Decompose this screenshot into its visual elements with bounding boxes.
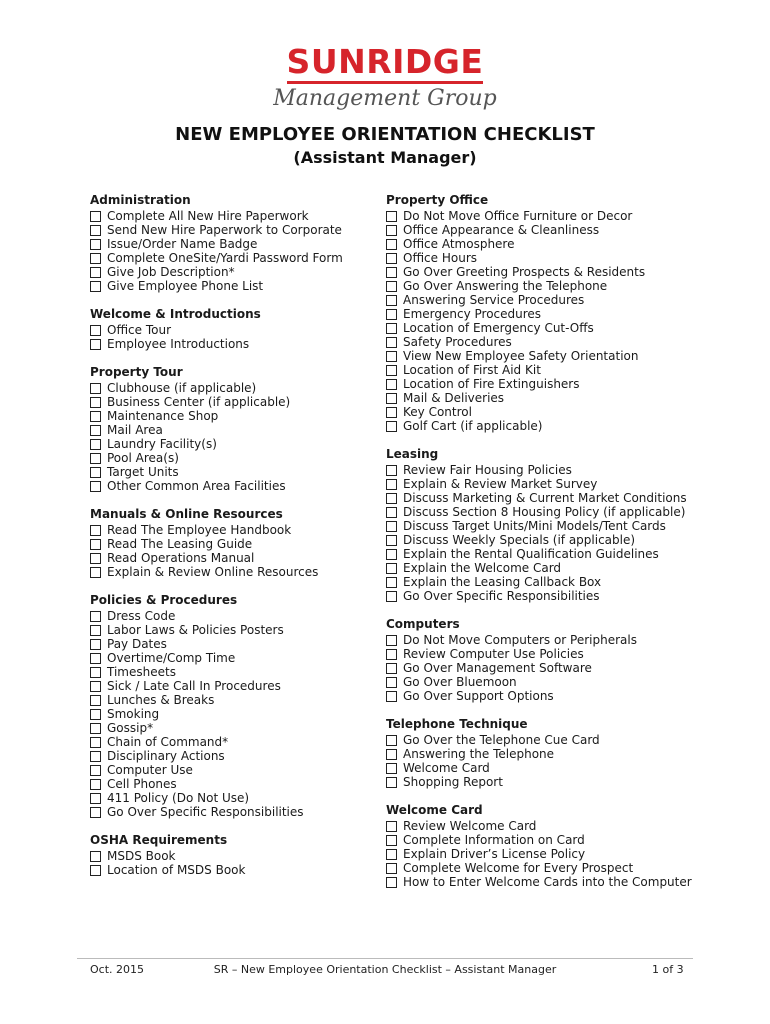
checklist-item	[90, 395, 370, 409]
checklist-item	[90, 637, 370, 651]
checklist-item	[386, 321, 666, 335]
section-title: Welcome & Introductions	[90, 307, 261, 321]
checkbox[interactable]	[90, 439, 101, 450]
checklist-item	[386, 279, 666, 293]
checklist-item	[386, 377, 666, 391]
checklist-item	[386, 307, 666, 321]
checklist-item	[90, 479, 370, 493]
checkbox[interactable]	[386, 749, 397, 760]
checklist-item-label: View New Employee Safety Orientation	[403, 349, 639, 363]
checklist-item-label: Answering the Telephone	[403, 747, 555, 761]
section-title: Computers	[386, 617, 460, 631]
checklist-item	[90, 651, 370, 665]
checklist-items	[90, 609, 370, 819]
checklist-item	[386, 293, 666, 307]
checklist-item	[90, 265, 370, 279]
checklist-item	[90, 381, 370, 395]
checklist-item	[386, 861, 666, 875]
checklist-item	[386, 265, 666, 279]
checklist-item-label: Key Control	[403, 405, 472, 419]
footer-document-title: SR – New Employee Orientation Checklist – Assistant Manager	[213, 963, 557, 976]
checkbox[interactable]	[90, 467, 101, 478]
checklist-item-label: Complete Information on Card	[403, 833, 585, 847]
checklist-item-label: Explain the Rental Qualification Guidelines	[403, 547, 659, 561]
checklist-item-label: MSDS Book	[107, 849, 176, 863]
checklist-item	[386, 575, 666, 589]
checklist-item-label: Explain & Review Market Survey	[403, 477, 598, 491]
section-title: Manuals & Online Resources	[90, 507, 283, 521]
checklist-item-label: Complete Welcome for Every Prospect	[403, 861, 634, 875]
checklist-item-label: Discuss Target Units/Mini Models/Tent Cards	[403, 519, 666, 533]
section-policies-procedures	[90, 593, 370, 819]
checkbox[interactable]	[386, 225, 397, 236]
checklist-item-label: Location of Fire Extinguishers	[403, 377, 580, 391]
checklist-item	[386, 505, 686, 519]
checklist-item-label: Review Computer Use Policies	[403, 647, 584, 661]
section-title: Telephone Technique	[386, 717, 528, 731]
checklist-item	[386, 547, 666, 561]
checklist-item	[90, 849, 370, 863]
checklist-items	[90, 323, 370, 351]
checklist-item	[386, 775, 666, 789]
checklist-item	[90, 251, 370, 265]
checkbox[interactable]	[386, 465, 397, 476]
checkbox[interactable]	[90, 653, 101, 664]
checklist-item-label: Review Fair Housing Policies	[403, 463, 572, 477]
checkbox[interactable]	[386, 535, 397, 546]
checkbox[interactable]	[90, 851, 101, 862]
checklist-item-label: Clubhouse (if applicable)	[107, 381, 257, 395]
checklist-item-label: Office Atmosphere	[403, 237, 515, 251]
section-title: Property Office	[386, 193, 489, 207]
section-title: Policies & Procedures	[90, 593, 238, 607]
checkbox[interactable]	[386, 379, 397, 390]
checklist-item	[90, 337, 370, 351]
checklist-item	[90, 623, 370, 637]
checkbox[interactable]	[90, 779, 101, 790]
checkbox[interactable]	[90, 723, 101, 734]
checklist-item	[386, 519, 666, 533]
checkbox[interactable]	[386, 691, 397, 702]
checklist-items	[386, 463, 687, 603]
checkbox[interactable]	[386, 635, 397, 646]
checkbox[interactable]	[90, 325, 101, 336]
checkbox[interactable]	[386, 507, 397, 518]
checkbox[interactable]	[90, 681, 101, 692]
checklist-items	[90, 849, 370, 877]
checklist-item	[90, 409, 370, 423]
checkbox[interactable]	[386, 239, 397, 250]
checklist-item	[386, 633, 666, 647]
checklist-item	[90, 279, 370, 293]
checkbox[interactable]	[90, 709, 101, 720]
checkbox[interactable]	[386, 591, 397, 602]
checklist-item	[386, 237, 666, 251]
checklist-item	[386, 477, 666, 491]
checklist-item-label: Go Over Answering the Telephone	[403, 279, 608, 293]
checklist-item	[386, 875, 692, 889]
checklist-item	[90, 665, 370, 679]
checklist-item	[90, 721, 370, 735]
checklist-item-label: Computer Use	[107, 763, 193, 777]
checklist-item-label: Location of First Aid Kit	[403, 363, 541, 377]
checkbox[interactable]	[90, 667, 101, 678]
checklist-item-label: Explain Driver’s License Policy	[403, 847, 586, 861]
checkbox[interactable]	[386, 649, 397, 660]
section-telephone-technique	[386, 717, 666, 789]
checkbox[interactable]	[386, 309, 397, 320]
checkbox[interactable]	[386, 421, 397, 432]
checklist-item	[386, 335, 666, 349]
checklist-item-label: Do Not Move Computers or Peripherals	[403, 633, 637, 647]
checklist-item	[386, 223, 666, 237]
checklist-item	[90, 237, 370, 251]
left-column	[90, 193, 370, 891]
section-title: Property Tour	[90, 365, 183, 379]
checklist-item-label: Go Over Support Options	[403, 689, 554, 703]
checklist-item	[90, 863, 370, 877]
footer-divider	[77, 958, 693, 959]
checkbox[interactable]	[90, 567, 101, 578]
checklist-items	[386, 819, 692, 889]
checklist-item-label: Read Operations Manual	[107, 551, 255, 565]
logo-subtitle: Management Group	[273, 86, 497, 111]
checkbox[interactable]	[90, 793, 101, 804]
checklist-item	[386, 647, 666, 661]
checkbox[interactable]	[386, 763, 397, 774]
checklist-item-label: Shopping Report	[403, 775, 503, 789]
checkbox[interactable]	[386, 877, 397, 888]
checkbox[interactable]	[386, 393, 397, 404]
checklist-item	[386, 747, 666, 761]
checkbox[interactable]	[386, 493, 397, 504]
checklist-item-label: Go Over Specific Responsibilities	[403, 589, 600, 603]
checkbox[interactable]	[90, 625, 101, 636]
checkbox[interactable]	[90, 411, 101, 422]
logo-wordmark: SUNRIDGE	[286, 42, 484, 81]
checkbox[interactable]	[386, 549, 397, 560]
checklist-item	[90, 465, 370, 479]
checklist-item-label: Cell Phones	[107, 777, 177, 791]
checklist-item-label: Timesheets	[107, 665, 176, 679]
checkbox[interactable]	[90, 765, 101, 776]
checklist-item-label: Go Over Specific Responsibilities	[107, 805, 304, 819]
checkbox[interactable]	[386, 663, 397, 674]
checklist-item-label: Discuss Marketing & Current Market Conditions	[403, 491, 687, 505]
checkbox[interactable]	[386, 821, 397, 832]
checklist-item-label: Target Units	[107, 465, 179, 479]
checkbox[interactable]	[90, 737, 101, 748]
checklist-item-label: Explain the Leasing Callback Box	[403, 575, 602, 589]
document-subtitle: (Assistant Manager)	[293, 148, 477, 167]
checklist-item-label: Review Welcome Card	[403, 819, 537, 833]
checklist-item	[90, 791, 370, 805]
section-title: OSHA Requirements	[90, 833, 228, 847]
checklist-item	[90, 763, 370, 777]
company-logo	[0, 44, 770, 112]
checklist-item-label: Golf Cart (if applicable)	[403, 419, 543, 433]
checkbox[interactable]	[90, 481, 101, 492]
checkbox[interactable]	[386, 677, 397, 688]
checklist-item-label: Send New Hire Paperwork to Corporate	[107, 223, 342, 237]
checklist-item-label: Disciplinary Actions	[107, 749, 225, 763]
checklist-item-label: Go Over Greeting Prospects & Residents	[403, 265, 646, 279]
checklist-item-label: Labor Laws & Policies Posters	[107, 623, 284, 637]
checkbox[interactable]	[386, 351, 397, 362]
checkbox[interactable]	[386, 407, 397, 418]
checkbox[interactable]	[386, 267, 397, 278]
checklist-item-label: How to Enter Welcome Cards into the Computer	[403, 875, 692, 889]
checklist-item	[90, 777, 370, 791]
checklist-item-label: Go Over Management Software	[403, 661, 592, 675]
checklist-item	[386, 675, 666, 689]
checklist-item	[386, 761, 666, 775]
checklist-item-label: Give Job Description*	[107, 265, 235, 279]
checklist-item-label: Other Common Area Facilities	[107, 479, 286, 493]
checkbox[interactable]	[386, 863, 397, 874]
section-administration	[90, 193, 370, 293]
checklist-item-label: Laundry Facility(s)	[107, 437, 217, 451]
checklist-item	[386, 533, 666, 547]
checklist-items	[90, 209, 370, 293]
checkbox[interactable]	[386, 577, 397, 588]
checkbox[interactable]	[90, 525, 101, 536]
checklist-item	[90, 537, 370, 551]
checklist-item-label: Welcome Card	[403, 761, 490, 775]
checklist-item-label: Lunches & Breaks	[107, 693, 215, 707]
checkbox[interactable]	[90, 807, 101, 818]
checklist-item	[386, 733, 666, 747]
checklist-item-label: 411 Policy (Do Not Use)	[107, 791, 250, 805]
checkbox[interactable]	[90, 695, 101, 706]
checkbox[interactable]	[90, 639, 101, 650]
checklist-items	[90, 381, 370, 493]
section-osha-requirements	[90, 833, 370, 877]
checklist-item-label: Complete All New Hire Paperwork	[107, 209, 309, 223]
checklist-item-label: Explain the Welcome Card	[403, 561, 562, 575]
checklist-item	[90, 565, 370, 579]
checklist-item	[386, 819, 666, 833]
checklist-item	[90, 451, 370, 465]
checkbox[interactable]	[386, 337, 397, 348]
checklist-item-label: Explain & Review Online Resources	[107, 565, 319, 579]
section-leasing	[386, 447, 687, 603]
checklist-items	[386, 209, 666, 433]
checklist-item-label: Discuss Section 8 Housing Policy (if applicable)	[403, 505, 686, 519]
checkbox[interactable]	[90, 267, 101, 278]
checkbox[interactable]	[386, 323, 397, 334]
checklist-item-label: Smoking	[107, 707, 160, 721]
checklist-item	[90, 523, 370, 537]
checklist-item-label: Safety Procedures	[403, 335, 512, 349]
checklist-item	[90, 323, 370, 337]
checklist-item-label: Pay Dates	[107, 637, 167, 651]
checkbox[interactable]	[386, 849, 397, 860]
section-property-tour	[90, 365, 370, 493]
checklist-item	[386, 833, 666, 847]
checklist-item-label: Location of Emergency Cut-Offs	[403, 321, 594, 335]
checklist-item	[90, 805, 370, 819]
checklist-item	[386, 349, 666, 363]
checklist-item-label: Mail & Deliveries	[403, 391, 505, 405]
checklist-item	[90, 609, 370, 623]
checkbox[interactable]	[386, 521, 397, 532]
checklist-item	[386, 661, 666, 675]
checkbox[interactable]	[386, 295, 397, 306]
checkbox[interactable]	[90, 383, 101, 394]
checklist-item	[386, 491, 687, 505]
checkbox[interactable]	[386, 211, 397, 222]
logo-rule	[287, 81, 483, 84]
checklist-item-label: Do Not Move Office Furniture or Decor	[403, 209, 633, 223]
checkbox[interactable]	[90, 553, 101, 564]
checklist-item-label: Location of MSDS Book	[107, 863, 246, 877]
checklist-item	[90, 693, 370, 707]
checkbox[interactable]	[90, 453, 101, 464]
checkbox[interactable]	[386, 253, 397, 264]
checklist-item-label: Emergency Procedures	[403, 307, 542, 321]
right-column	[386, 193, 692, 903]
checklist-items	[386, 633, 666, 703]
checklist-item-label: Chain of Command*	[107, 735, 229, 749]
checklist-item	[90, 551, 370, 565]
checkbox[interactable]	[90, 539, 101, 550]
section-welcome-card	[386, 803, 692, 889]
checklist-item	[386, 419, 666, 433]
checklist-item-label: Read The Leasing Guide	[107, 537, 253, 551]
checklist-item-label: Answering Service Procedures	[403, 293, 585, 307]
checklist-items	[386, 733, 666, 789]
checklist-item	[386, 561, 666, 575]
checkbox[interactable]	[90, 239, 101, 250]
checklist-item	[386, 405, 666, 419]
checklist-item	[386, 847, 666, 861]
checkbox[interactable]	[90, 225, 101, 236]
checklist-item-label: Office Appearance & Cleanliness	[403, 223, 600, 237]
section-title: Leasing	[386, 447, 439, 461]
checklist-item-label: Give Employee Phone List	[107, 279, 264, 293]
checklist-item-label: Office Hours	[403, 251, 477, 265]
checklist-item	[90, 749, 370, 763]
checklist-item-label: Go Over the Telephone Cue Card	[403, 733, 600, 747]
checklist-item	[90, 707, 370, 721]
checklist-item-label: Gossip*	[107, 721, 154, 735]
checkbox[interactable]	[386, 365, 397, 376]
checkbox[interactable]	[386, 835, 397, 846]
checklist-item-label: Complete OneSite/Yardi Password Form	[107, 251, 343, 265]
checkbox[interactable]	[386, 479, 397, 490]
checklist-item-label: Maintenance Shop	[107, 409, 219, 423]
checklist-item	[90, 679, 370, 693]
checkbox[interactable]	[90, 865, 101, 876]
checklist-item-label: Mail Area	[107, 423, 163, 437]
checklist-item-label: Overtime/Comp Time	[107, 651, 236, 665]
checklist-item	[386, 391, 666, 405]
checklist-item-label: Sick / Late Call In Procedures	[107, 679, 281, 693]
checklist-item-label: Office Tour	[107, 323, 172, 337]
checklist-item-label: Dress Code	[107, 609, 176, 623]
checklist-item	[386, 251, 666, 265]
section-title: Administration	[90, 193, 191, 207]
checklist-item-label: Issue/Order Name Badge	[107, 237, 258, 251]
checklist-item	[386, 689, 666, 703]
checkbox[interactable]	[90, 253, 101, 264]
checklist-item	[386, 209, 666, 223]
checklist-item	[386, 363, 666, 377]
checklist-item-label: Business Center (if applicable)	[107, 395, 291, 409]
checkbox[interactable]	[90, 281, 101, 292]
checklist-item	[90, 423, 370, 437]
document-title: NEW EMPLOYEE ORIENTATION CHECKLIST	[175, 124, 595, 145]
checkbox[interactable]	[386, 563, 397, 574]
checklist-item-label: Pool Area(s)	[107, 451, 179, 465]
checkbox[interactable]	[386, 735, 397, 746]
checklist-item	[90, 437, 370, 451]
checklist-items	[90, 523, 370, 579]
checkbox[interactable]	[90, 751, 101, 762]
section-manuals-online-resources	[90, 507, 370, 579]
checklist-item-label: Employee Introductions	[107, 337, 250, 351]
checkbox[interactable]	[90, 425, 101, 436]
checklist-item-label: Go Over Bluemoon	[403, 675, 517, 689]
footer-date: Oct. 2015	[90, 963, 145, 976]
checklist-item	[386, 463, 666, 477]
section-title: Welcome Card	[386, 803, 483, 817]
section-welcome-introductions	[90, 307, 370, 351]
footer-page-number: 1 of 3	[652, 963, 684, 976]
checkbox[interactable]	[386, 777, 397, 788]
checklist-item-label: Read The Employee Handbook	[107, 523, 292, 537]
checkbox[interactable]	[90, 339, 101, 350]
checklist-item	[90, 223, 370, 237]
section-property-office	[386, 193, 666, 433]
checklist-item-label: Discuss Weekly Specials (if applicable)	[403, 533, 636, 547]
checkbox[interactable]	[386, 281, 397, 292]
checkbox[interactable]	[90, 397, 101, 408]
checkbox[interactable]	[90, 611, 101, 622]
section-computers	[386, 617, 666, 703]
checkbox[interactable]	[90, 211, 101, 222]
checklist-item	[90, 735, 370, 749]
checklist-item	[90, 209, 370, 223]
checklist-item	[386, 589, 666, 603]
